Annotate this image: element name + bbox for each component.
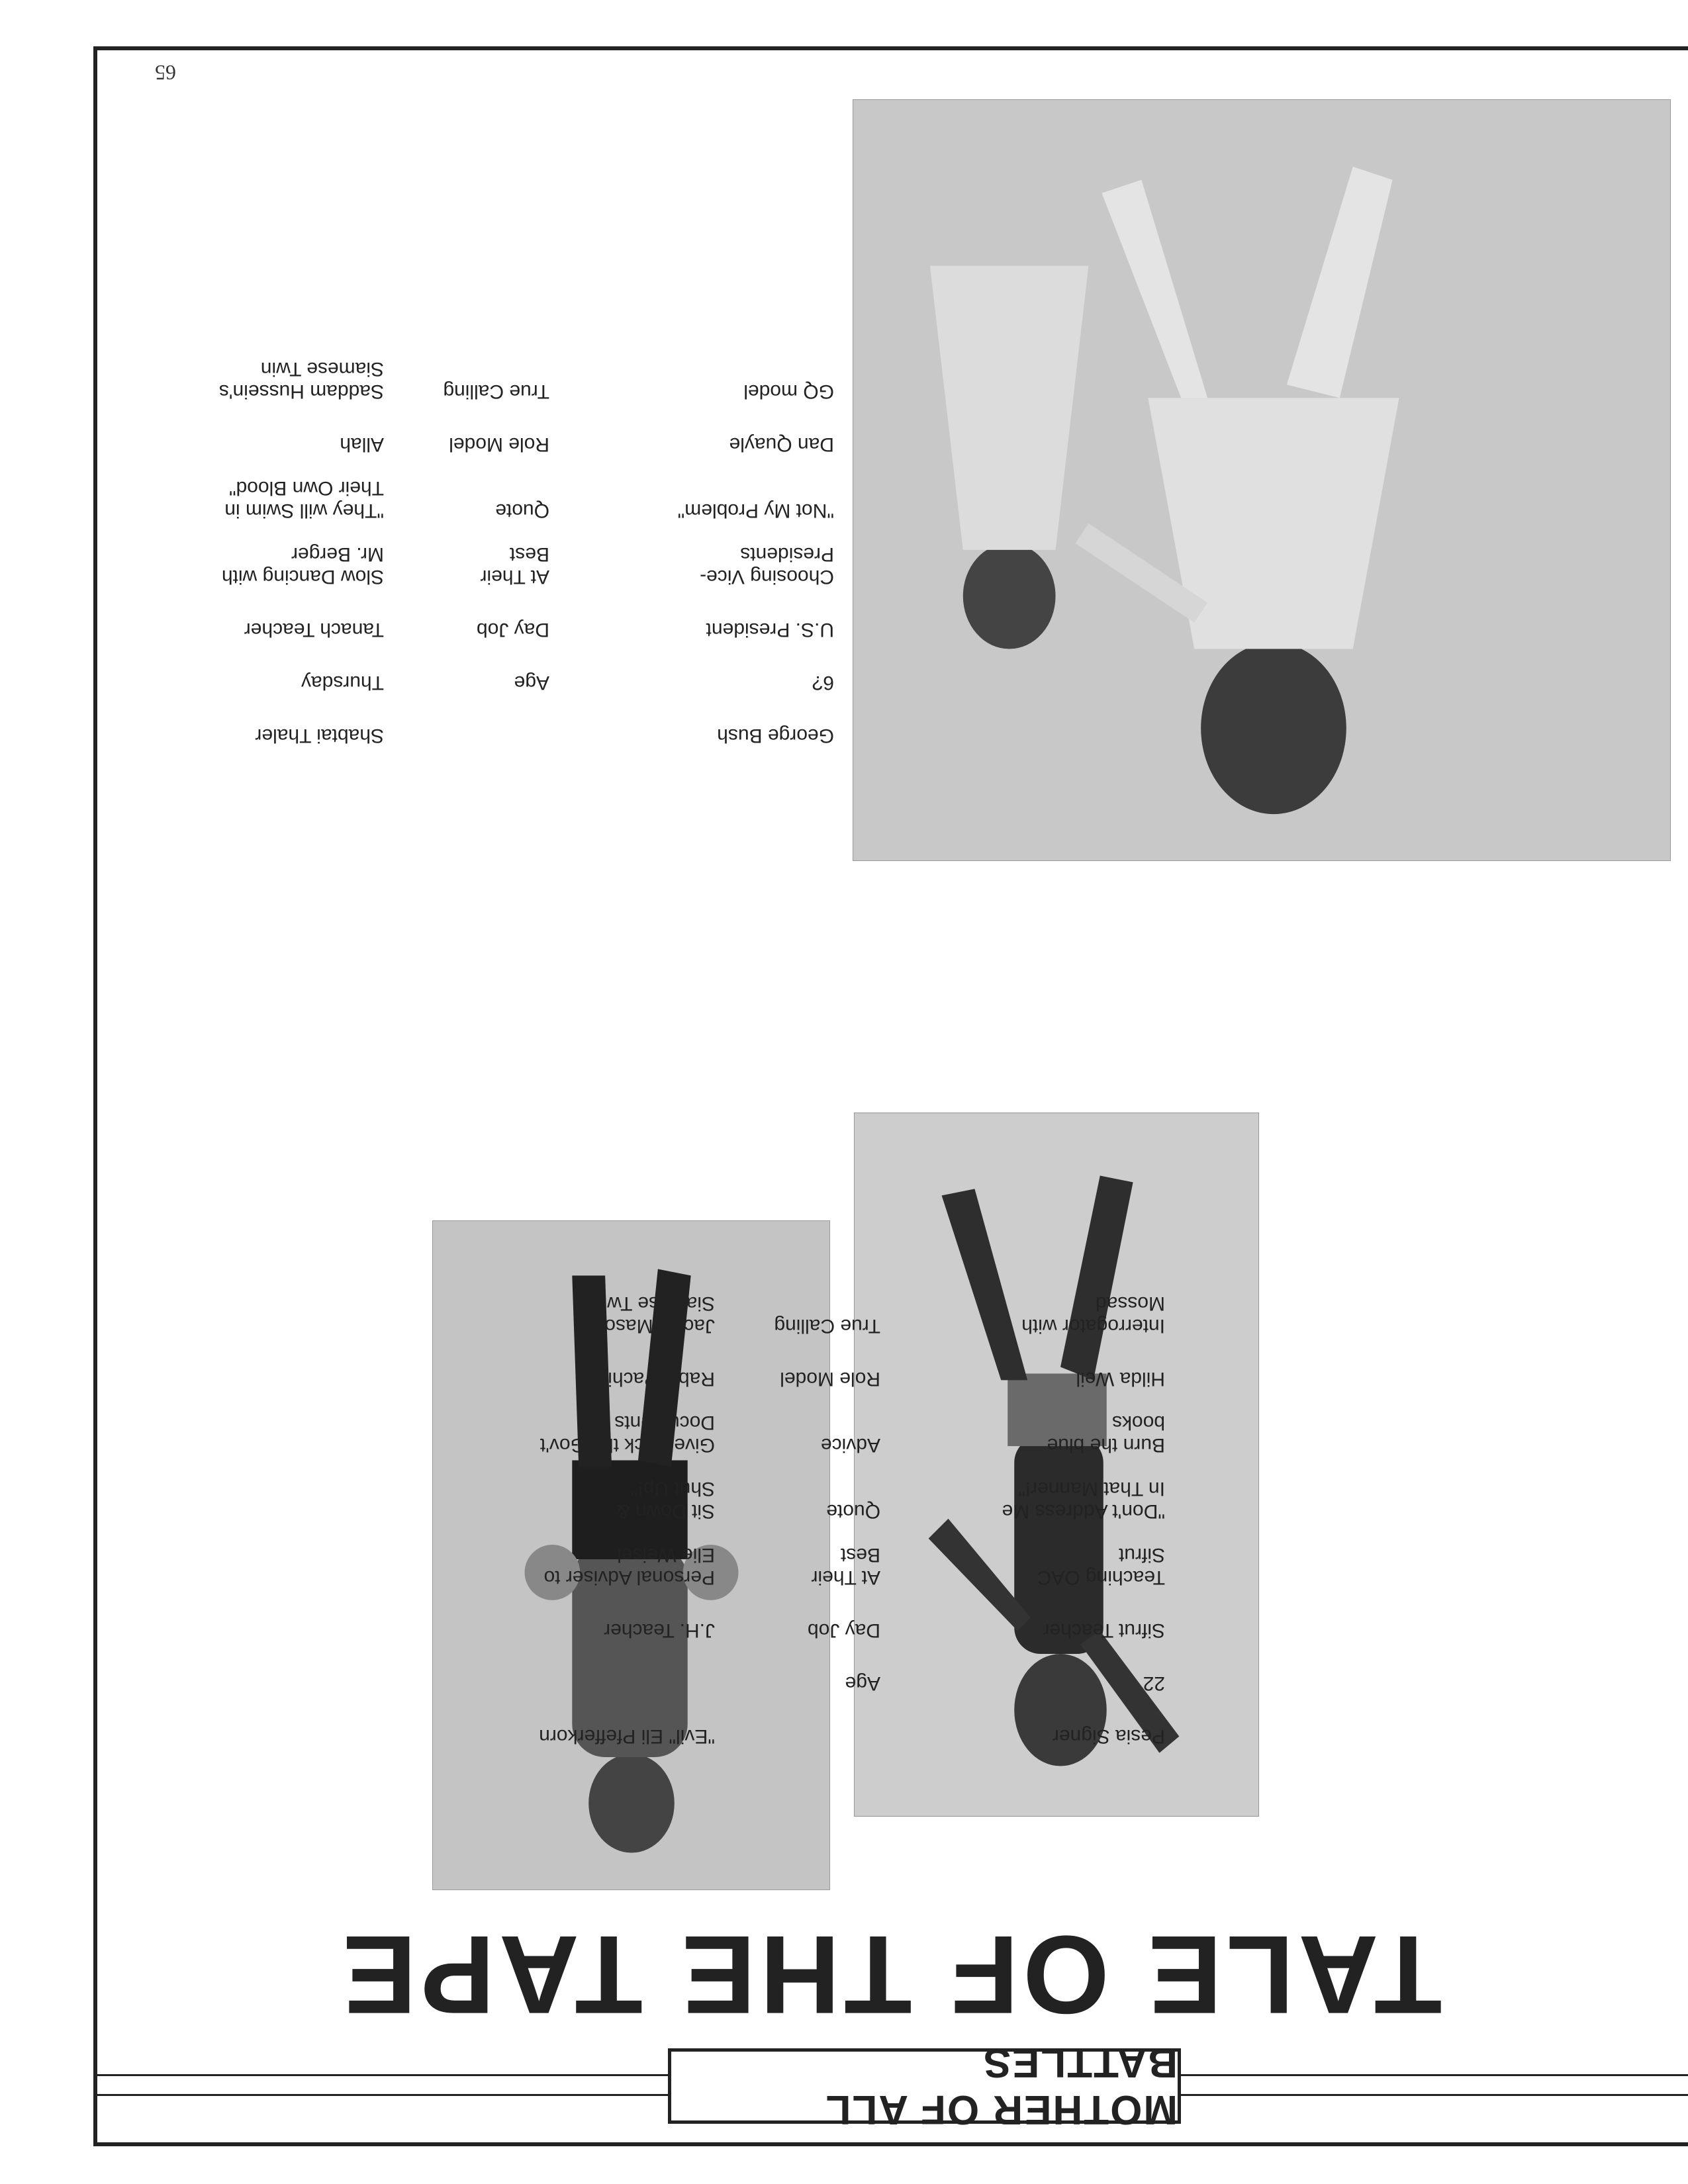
table-row xyxy=(106,618,834,641)
wrestlers-figure-icon xyxy=(853,100,1670,860)
table-row xyxy=(106,477,834,522)
stat-label xyxy=(384,724,549,747)
stat-right: Give Back the Gov't Documents xyxy=(539,1412,715,1456)
stat-label: Role Model xyxy=(780,1368,880,1390)
stat-left: "Not My Problem" xyxy=(677,500,834,522)
table-row xyxy=(106,543,834,588)
stat-left: U.S. President xyxy=(706,619,834,641)
stat-left: "Don't Address Me In That Manner!" xyxy=(1002,1478,1165,1522)
stat-right: J.H. Teacher xyxy=(604,1619,715,1641)
stat-left: Teaching OAC Sifrut xyxy=(1037,1544,1165,1588)
stat-right: Slow Dancing with Mr. Berger xyxy=(221,543,384,588)
table-row xyxy=(106,724,834,747)
stat-left: Interrogator with Mossad xyxy=(1021,1293,1165,1337)
table-row xyxy=(437,1543,1165,1588)
stat-right: "They will Swim in Their Own Blood" xyxy=(224,477,384,522)
page-number: 65 xyxy=(155,61,176,85)
stat-label: Day Job xyxy=(807,1619,880,1641)
stat-right: Thursday xyxy=(301,672,384,694)
stat-left: 6? xyxy=(812,672,834,694)
stat-left: 22 xyxy=(1143,1672,1165,1694)
stat-label: True Calling xyxy=(774,1315,880,1337)
stat-label: Quote xyxy=(826,1500,880,1522)
stat-label: Quote xyxy=(495,500,549,522)
page-title: TALE OF THE TAPE xyxy=(338,1913,1442,2037)
table-row xyxy=(437,1477,1165,1522)
stat-left: Dan Quayle xyxy=(729,433,834,455)
stats-table-1 xyxy=(424,1244,1165,1747)
photo-bush-thaler xyxy=(853,99,1671,861)
stat-label: Role Model xyxy=(449,433,549,455)
stats-table-2 xyxy=(93,358,834,747)
stat-right: "Evil" Eli Pfefferkorn xyxy=(539,1725,715,1747)
stat-label: Day Job xyxy=(476,619,549,641)
stat-left: Pesia Signer xyxy=(1052,1725,1165,1747)
table-row xyxy=(106,357,834,402)
stat-label: At Their Best xyxy=(480,543,549,588)
stat-right: Tanach Teacher xyxy=(244,619,384,641)
stat-label: At Their Best xyxy=(811,1544,880,1588)
stat-right: Sit Down & Shut Up!" xyxy=(616,1478,715,1522)
stat-label xyxy=(715,1725,880,1747)
table-row xyxy=(437,1367,1165,1390)
stat-left: Hilda Weil xyxy=(1076,1368,1165,1390)
stat-label: Age xyxy=(514,672,549,694)
stat-left: GQ model xyxy=(743,381,834,402)
stat-right: Saddam Hussein's Siamese Twin xyxy=(218,358,384,402)
stat-label: Age xyxy=(845,1672,880,1694)
table-row xyxy=(437,1672,1165,1694)
table-row xyxy=(106,671,834,694)
banner-box xyxy=(668,2040,1181,2132)
banner-title: MOTHER OF ALL BATTLES xyxy=(825,2040,1178,2132)
table-row xyxy=(437,1292,1165,1337)
stat-label: Advice xyxy=(820,1434,880,1456)
table-row xyxy=(437,1411,1165,1456)
table-row xyxy=(437,1725,1165,1747)
stat-right: Rabbi Pachino xyxy=(585,1368,715,1390)
stat-right: Personal Adviser to Elie Weisel xyxy=(543,1544,715,1588)
stat-left: Burn the blue books xyxy=(1047,1412,1165,1456)
table-row xyxy=(106,433,834,455)
stat-right: Jackie Mason's Siamese Twin xyxy=(579,1293,715,1337)
stat-right: Allah xyxy=(340,433,384,455)
stat-right xyxy=(437,1672,715,1694)
table-row xyxy=(437,1619,1165,1641)
stat-left: George Bush xyxy=(717,725,834,747)
stat-left: Sifrut Teacher xyxy=(1043,1619,1165,1641)
stat-left: Choosing Vice- Presidents xyxy=(700,543,834,588)
stat-right: Shabtai Thaler xyxy=(255,725,384,747)
stat-label: True Calling xyxy=(443,381,549,402)
